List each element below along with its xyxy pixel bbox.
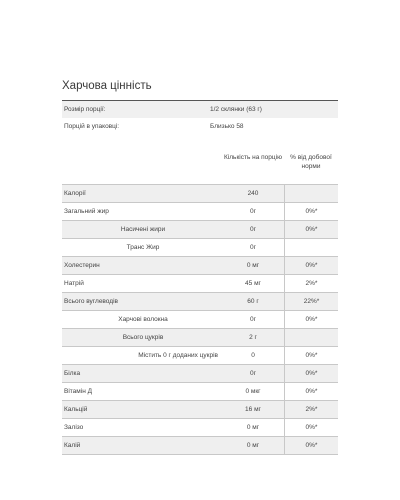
table-row [62, 238, 338, 256]
nutrient-amount: 0г [250, 244, 256, 251]
daily-value-column-header: % від добової норми [290, 154, 332, 170]
nutrient-daily-value: 0%* [284, 311, 338, 328]
table-row [62, 382, 338, 400]
nutrient-daily-value: 0%* [284, 383, 338, 400]
nutrient-daily-value: 0%* [284, 221, 338, 238]
nutrient-amount: 2 г [249, 334, 257, 341]
nutrient-amount: 240 [247, 190, 259, 197]
nutrition-table-header [62, 150, 338, 184]
nutrient-name: Білка [64, 370, 81, 377]
table-row [62, 256, 338, 274]
nutrient-daily-value: 0%* [284, 365, 338, 382]
serving-size-label: Розмір порції: [64, 106, 106, 113]
nutrient-daily-value: 0%* [284, 437, 338, 454]
nutrient-amount: 60 г [247, 298, 259, 305]
table-row [62, 310, 338, 328]
amount-column-header: Кількість на порцію [224, 154, 282, 161]
nutrient-daily-value [284, 329, 338, 346]
nutrient-name: Харчові волокна [118, 316, 168, 323]
nutrient-name: Калій [64, 442, 81, 449]
table-row [62, 436, 338, 455]
nutrient-name: Залізо [64, 424, 84, 431]
servings-per-package-row [62, 118, 338, 135]
table-row [62, 400, 338, 418]
nutrient-daily-value: 0%* [284, 203, 338, 220]
nutrient-amount: 0 [251, 352, 255, 359]
table-row [62, 274, 338, 292]
nutrient-name: Всього вуглеводів [64, 298, 118, 305]
nutrient-amount: 0 мг [246, 424, 260, 431]
nutrient-amount: 0г [250, 370, 256, 377]
nutrition-facts-panel [62, 80, 338, 455]
nutrient-name: Загальний жир [64, 208, 109, 215]
table-row [62, 292, 338, 310]
nutrient-amount: 16 мг [245, 406, 261, 413]
nutrient-name: Калорії [64, 190, 86, 197]
serving-size-row [62, 101, 338, 118]
table-row [62, 328, 338, 346]
table-row [62, 220, 338, 238]
nutrient-daily-value: 22%* [284, 293, 338, 310]
nutrient-daily-value [284, 185, 338, 202]
nutrient-name: Всього цукрів [122, 334, 164, 341]
serving-size-value: 1/2 склянки (63 г) [210, 106, 262, 113]
nutrient-amount: 0 мг [246, 262, 260, 269]
nutrient-name: Кальцій [64, 406, 88, 413]
nutrient-name: Холестерин [64, 262, 100, 269]
nutrient-name: Містить 0 г доданих цукрів [138, 352, 218, 359]
table-row [62, 346, 338, 364]
nutrient-name: Вітамін Д [64, 388, 93, 395]
nutrient-amount: 0г [250, 208, 256, 215]
servings-per-package-label: Порцій в упаковці: [64, 123, 120, 130]
nutrient-name: Транс Жир [126, 244, 160, 251]
nutrient-amount: 0г [250, 226, 256, 233]
nutrient-daily-value: 0%* [284, 257, 338, 274]
nutrient-daily-value: 2%* [284, 401, 338, 418]
nutrient-daily-value [284, 239, 338, 256]
page-title: Харчова цінність [62, 80, 152, 92]
nutrient-name: Насичені жири [120, 226, 166, 233]
servings-per-package-value: Близько 58 [210, 123, 244, 130]
nutrition-table-body [62, 184, 338, 455]
table-row [62, 202, 338, 220]
nutrient-amount: 0г [250, 316, 256, 323]
table-row [62, 184, 338, 202]
nutrient-name: Натрій [64, 280, 84, 287]
nutrient-amount: 0 мкг [245, 388, 261, 395]
nutrient-daily-value: 0%* [284, 347, 338, 364]
table-row [62, 364, 338, 382]
nutrient-daily-value: 0%* [284, 419, 338, 436]
nutrient-amount: 0 мг [246, 442, 260, 449]
nutrient-daily-value: 2%* [284, 275, 338, 292]
nutrient-amount: 45 мг [245, 280, 261, 287]
table-row [62, 418, 338, 436]
